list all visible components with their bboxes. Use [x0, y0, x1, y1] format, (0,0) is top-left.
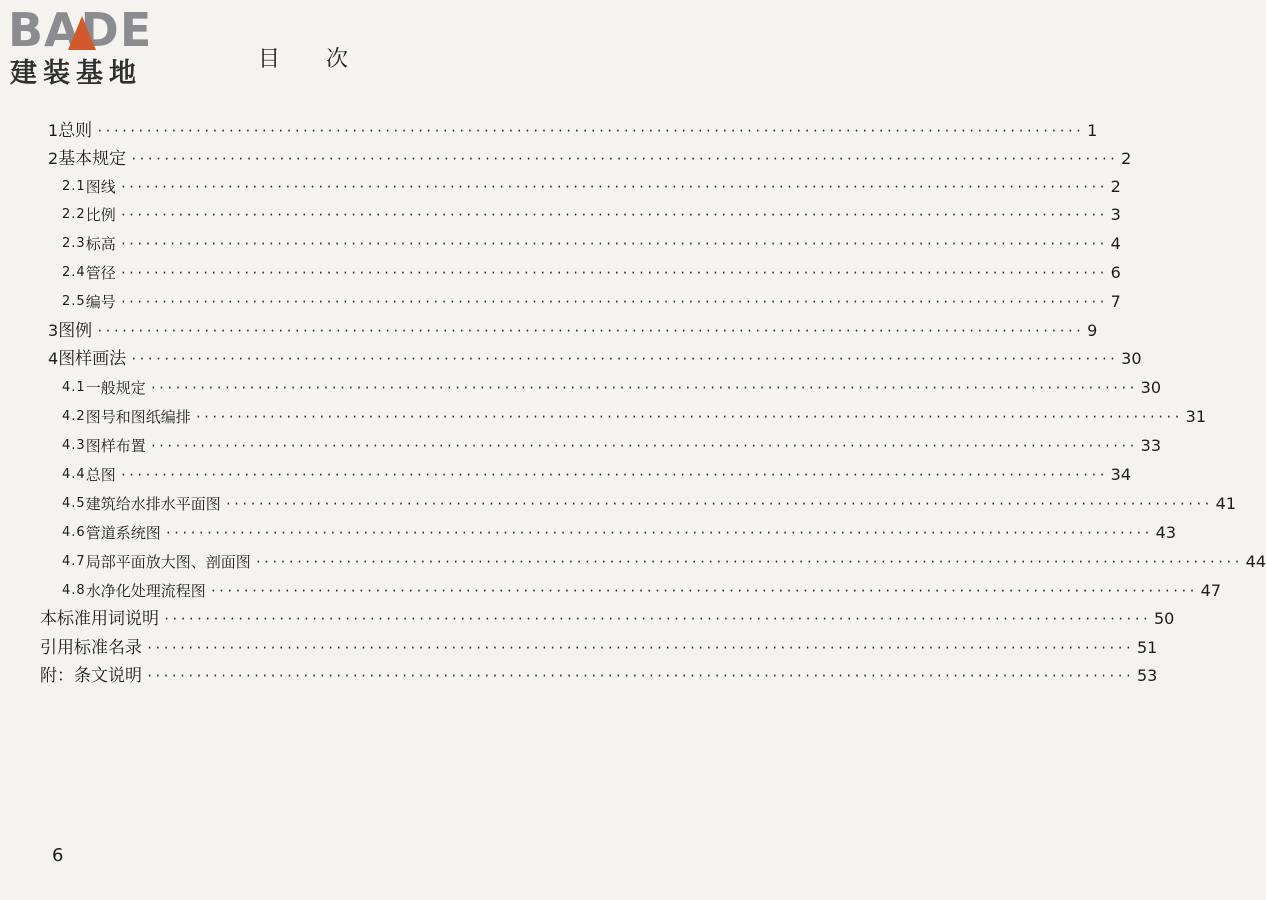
toc-entry-page: 47 [1200, 581, 1222, 600]
toc-dot-leader: ························································································································ [149, 381, 1137, 395]
toc-entry-page: 4 [1110, 234, 1121, 253]
toc-entry-number: 4.2 [62, 409, 86, 424]
toc-dot-leader: ························································································································ [119, 468, 1107, 482]
toc-entry-label: 本标准用词说明 [40, 609, 159, 629]
toc-entry[interactable] [62, 549, 1266, 575]
toc-entry-number: 2.1 [62, 179, 86, 194]
toc-entry-label: 一般规定 [85, 379, 146, 397]
toc-entry-page: 31 [1185, 407, 1207, 426]
logo-wordmark: BADE [8, 3, 153, 57]
toc-entry-label: 图例 [58, 321, 93, 341]
toc-entry-page: 44 [1245, 552, 1266, 571]
toc-dot-leader: ························································································································ [96, 124, 1084, 138]
toc-dot-leader: ························································································································ [119, 208, 1107, 222]
toc-dot-leader: ························································································································ [194, 410, 1182, 424]
toc-dot-leader: ························································································································ [119, 266, 1107, 280]
toc-dot-leader: ························································································································ [254, 555, 1242, 569]
toc-dot-leader: ························································································································ [130, 152, 1118, 166]
toc-entry-number: 4.3 [62, 438, 86, 453]
toc-entry-label: 基本规定 [58, 149, 127, 169]
toc-dot-leader: ························································································································ [224, 497, 1212, 511]
toc-entry-label: 管径 [85, 264, 116, 282]
toc-entry-page: 34 [1110, 465, 1132, 484]
toc-entry-number: 4.6 [62, 525, 86, 540]
toc-entry-number: 2 [48, 149, 59, 168]
toc-entry-number: 2.2 [62, 207, 86, 222]
toc-entry-label: 附：条文说明 [40, 666, 142, 686]
toc-entry[interactable] [40, 663, 1158, 689]
toc-entry[interactable] [48, 146, 1132, 172]
toc-entry[interactable] [40, 635, 1158, 661]
page-number: 6 [52, 845, 64, 866]
toc-entry-page: 6 [1110, 263, 1121, 282]
toc-entry-number: 4.5 [62, 496, 86, 511]
toc-dot-leader: ························································································································ [119, 180, 1107, 194]
toc-entry-page: 33 [1140, 436, 1162, 455]
toc-entry-page: 30 [1140, 378, 1162, 397]
toc-entry-number: 3 [48, 321, 59, 340]
page-title: 目次 [258, 47, 395, 72]
toc-entry[interactable] [62, 433, 1162, 459]
toc-dot-leader: ························································································································ [149, 439, 1137, 453]
toc-dot-leader: ························································································································ [209, 584, 1197, 598]
toc-entry-label: 管道系统图 [85, 524, 161, 542]
toc-entry-number: 1 [48, 121, 59, 140]
toc-entry[interactable] [62, 491, 1237, 517]
toc-entry-label: 建筑给水排水平面图 [85, 495, 221, 513]
toc-entry-label: 比例 [85, 206, 116, 224]
toc-entry-number: 2.3 [62, 236, 86, 251]
toc-entry[interactable] [62, 202, 1121, 228]
toc-entry-label: 图样画法 [58, 349, 127, 369]
toc-entry[interactable] [62, 578, 1222, 604]
toc-entry-label: 图号和图纸编排 [85, 408, 191, 426]
toc-entry-number: 2.5 [62, 294, 86, 309]
toc-entry-label: 编号 [85, 293, 116, 311]
toc-entry-page: 51 [1136, 638, 1158, 657]
toc-entry[interactable] [62, 375, 1162, 401]
toc-entry-number: 2.4 [62, 265, 86, 280]
toc-entry[interactable] [62, 231, 1121, 257]
toc-dot-leader: ························································································································ [96, 324, 1084, 338]
toc-entry-label: 局部平面放大图、剖面图 [85, 553, 251, 571]
toc-entry-page: 2 [1121, 149, 1132, 168]
toc-dot-leader: ························································································································ [146, 641, 1133, 655]
toc-entry[interactable] [62, 260, 1121, 286]
toc-entry[interactable] [62, 174, 1121, 200]
toc-entry[interactable] [48, 118, 1098, 144]
toc-entry[interactable] [62, 289, 1121, 315]
toc-dot-leader: ························································································································ [119, 295, 1107, 309]
toc-entry-label: 图样布置 [85, 437, 146, 455]
toc-entry-number: 4 [48, 349, 59, 368]
toc-entry-label: 图线 [85, 178, 116, 196]
toc-entry-number: 4.7 [62, 554, 86, 569]
toc-entry[interactable] [62, 404, 1207, 430]
toc-dot-leader: ························································································································ [119, 237, 1107, 251]
toc-entry-page: 1 [1087, 121, 1098, 140]
toc-entry-page: 41 [1215, 494, 1237, 513]
toc-entry-number: 4.1 [62, 380, 86, 395]
toc-entry-label: 水净化处理流程图 [85, 582, 206, 600]
toc-entry-page: 43 [1155, 523, 1177, 542]
toc-entry-page: 30 [1121, 349, 1142, 368]
toc-entry-label: 总则 [58, 121, 93, 141]
toc-entry[interactable] [48, 346, 1142, 372]
toc-entry[interactable] [62, 520, 1177, 546]
toc-dot-leader: ························································································································ [146, 669, 1133, 683]
toc-dot-leader: ························································································································ [163, 612, 1150, 626]
toc-dot-leader: ························································································································ [130, 352, 1118, 366]
toc-entry-number: 4.8 [62, 583, 86, 598]
toc-entry-page: 3 [1110, 205, 1121, 224]
toc-entry[interactable] [62, 462, 1132, 488]
toc-entry-page: 53 [1136, 666, 1158, 685]
toc-entry[interactable] [48, 318, 1098, 344]
logo-subtitle: 建装基地 [10, 58, 142, 89]
toc-dot-leader: ························································································································ [164, 526, 1152, 540]
toc-entry[interactable] [40, 606, 1175, 632]
toc-entry-page: 9 [1087, 321, 1098, 340]
toc-entry-page: 7 [1110, 292, 1121, 311]
toc-entry-page: 50 [1153, 609, 1175, 628]
toc-entry-page: 2 [1110, 177, 1121, 196]
toc-entry-label: 标高 [85, 235, 116, 253]
toc-entry-label: 引用标准名录 [40, 638, 142, 658]
toc-entry-number: 4.4 [62, 467, 86, 482]
toc-entry-label: 总图 [85, 466, 116, 484]
